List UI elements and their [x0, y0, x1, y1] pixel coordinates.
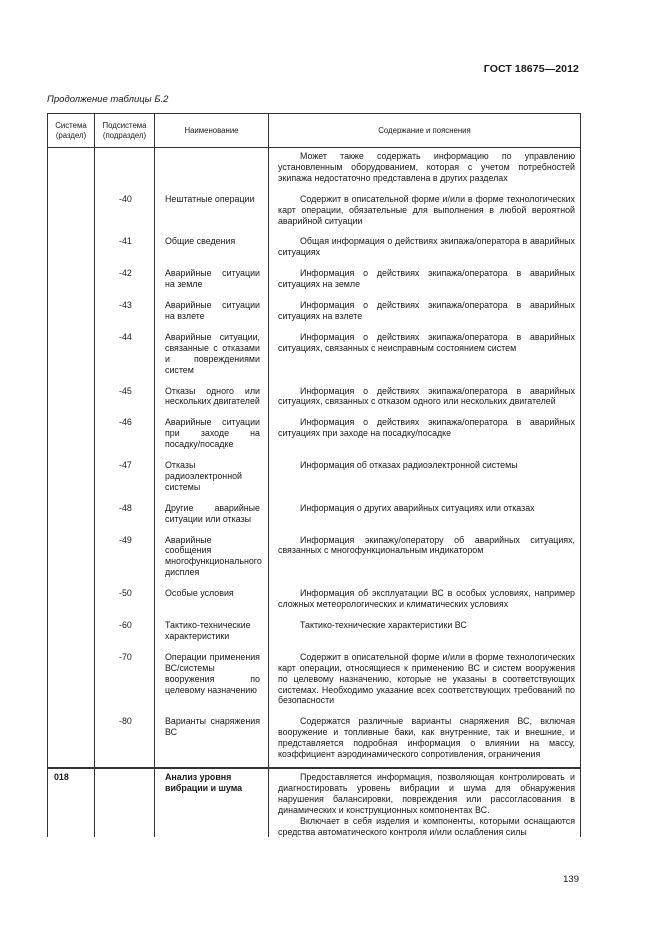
content-paragraph: Общая информация о действиях экипажа/оператора в аварийных ситуациях — [278, 236, 575, 258]
header-name: Наименование — [155, 114, 269, 148]
subsystem-code: -41 — [95, 233, 155, 265]
item-name: Варианты снаряжения ВС — [155, 713, 269, 768]
item-content — [269, 532, 581, 586]
content-paragraph: Информация о действиях экипажа/оператора в аварийных ситуациях, связанных с отказом одного или нескольких двигателей — [278, 385, 575, 407]
system-cell — [48, 297, 95, 329]
table-row — [48, 383, 581, 415]
item-name — [155, 148, 269, 191]
section-content — [269, 768, 581, 837]
section-system-code: 018 — [48, 768, 95, 837]
document-code: ГОСТ 18675—2012 — [483, 63, 579, 75]
section-name: Анализ уровня вибрации и шума — [155, 768, 269, 837]
content-paragraph: Содержатся различные варианты снаряжения ВС, включая вооружение и топливные баки, как внутренние, так и внешние, и представляется подробная информация о влиянии на массу, коэффициент аэродинамического сопротивления, ограничения — [278, 716, 575, 760]
item-name: Аварийные сообщения многофункционального дисплея — [155, 532, 269, 586]
system-cell — [48, 233, 95, 265]
item-name: Отказы одного или нескольких двигателей — [155, 383, 269, 415]
subsystem-code: -43 — [95, 297, 155, 329]
system-cell — [48, 414, 95, 457]
subsystem-code: -60 — [95, 617, 155, 649]
system-cell — [48, 585, 95, 617]
item-content — [269, 233, 581, 265]
subsystem-code: -49 — [95, 532, 155, 586]
content-paragraph: Информация о действиях экипажа/оператора в аварийных ситуациях, связанных с неисправным состоянием систем — [278, 331, 575, 353]
header-system: Система (раздел) — [48, 114, 95, 148]
table-row — [48, 233, 581, 265]
content-table — [47, 113, 581, 837]
subsystem-code: -45 — [95, 383, 155, 415]
system-cell — [48, 713, 95, 768]
item-name: Нештатные операции — [155, 191, 269, 234]
content-table-container — [47, 113, 580, 837]
item-content — [269, 617, 581, 649]
table-row — [48, 148, 581, 191]
content-paragraph: Информация о действиях экипажа/оператора в аварийных ситуациях на земле — [278, 268, 575, 290]
table-row — [48, 457, 581, 500]
section-paragraph: Предоставляется информация, позволяющая контролировать и диагностировать уровень вибрации и шума для обнаружения нарушения балансировки, повреждения или рассогласования в динамических и конструкционных компонентах ВС. — [278, 771, 575, 815]
table-caption: Продолжение таблицы Б.2 — [47, 94, 169, 105]
content-paragraph: Информация экипажу/оператору об аварийных ситуациях, связанных с многофункциональным индикатором — [278, 534, 575, 556]
system-cell — [48, 649, 95, 714]
item-name: Общие сведения — [155, 233, 269, 265]
item-content — [269, 191, 581, 234]
table-body — [48, 148, 581, 838]
item-content — [269, 383, 581, 415]
table-row — [48, 713, 581, 768]
item-name: Аварийные ситуации при заходе на посадку/посадке — [155, 414, 269, 457]
system-cell — [48, 265, 95, 297]
content-paragraph: Информация о других аварийных ситуациях или отказах — [300, 502, 535, 513]
subsystem-code: -50 — [95, 585, 155, 617]
header-content: Содержание и пояснения — [269, 114, 581, 148]
section-row-018 — [48, 768, 581, 837]
content-paragraph: Содержит в описательной форме и/или в форме технологических карт операции, относящиеся к применению ВС и систем вооружения по целевому назначению, которые не указаны в соответствующих системах. Необходимо указание всех соответствующих требований по безопасности — [278, 651, 575, 706]
system-cell — [48, 383, 95, 415]
table-row — [48, 265, 581, 297]
item-name: Аварийные ситуации, связанные с отказами и повреждениями систем — [155, 329, 269, 383]
system-cell — [48, 532, 95, 586]
content-paragraph: Информация о действиях экипажа/оператора в аварийных ситуациях при заходе на посадку/посадке — [278, 417, 575, 439]
subsystem-code: -44 — [95, 329, 155, 383]
subsystem-code — [95, 148, 155, 191]
header-subsystem: Подсистема (подраздел) — [95, 114, 155, 148]
page-number: 139 — [563, 874, 579, 885]
table-row — [48, 297, 581, 329]
system-cell — [48, 148, 95, 191]
system-cell — [48, 329, 95, 383]
content-paragraph: Информация об эксплуатации ВС в особых условиях, например сложных метеорологических и климатических условиях — [278, 588, 575, 610]
subsystem-code: -48 — [95, 500, 155, 532]
subsystem-code: -40 — [95, 191, 155, 234]
system-cell — [48, 457, 95, 500]
item-content — [269, 585, 581, 617]
table-row — [48, 649, 581, 714]
item-content — [269, 649, 581, 714]
subsystem-code: -80 — [95, 713, 155, 768]
item-name: Особые условия — [155, 585, 269, 617]
item-content — [269, 713, 581, 768]
item-content — [269, 414, 581, 457]
table-row — [48, 329, 581, 383]
system-cell — [48, 500, 95, 532]
item-name: Другие аварийные ситуации или отказы — [155, 500, 269, 532]
content-paragraph: Информация об отказах радиоэлектронной системы — [300, 460, 518, 471]
item-name: Аварийные ситуации на взлете — [155, 297, 269, 329]
table-row — [48, 191, 581, 234]
content-paragraph: Может также содержать информацию по управлению установленным оборудованием, которая с учетом потребностей экипажа недостаточно представлена в других разделах — [278, 151, 575, 183]
item-content — [269, 500, 581, 532]
item-content — [269, 148, 581, 191]
item-name: Аварийные ситуации на земле — [155, 265, 269, 297]
item-content — [269, 457, 581, 500]
subsystem-code: -46 — [95, 414, 155, 457]
table-row — [48, 617, 581, 649]
table-row — [48, 500, 581, 532]
item-content — [269, 329, 581, 383]
item-content — [269, 297, 581, 329]
system-cell — [48, 617, 95, 649]
table-row — [48, 414, 581, 457]
table-header-row — [48, 114, 581, 148]
item-name: Тактико-технические характеристики — [155, 617, 269, 649]
section-subsystem-cell — [95, 768, 155, 837]
table-row — [48, 532, 581, 586]
subsystem-code: -70 — [95, 649, 155, 714]
subsystem-code: -42 — [95, 265, 155, 297]
item-name: Отказы радиоэлектронной системы — [155, 457, 269, 500]
subsystem-code: -47 — [95, 457, 155, 500]
table-row — [48, 585, 581, 617]
system-cell — [48, 191, 95, 234]
content-paragraph: Тактико-технические характеристики ВС — [300, 620, 467, 630]
content-paragraph: Информация о действиях экипажа/оператора в аварийных ситуациях на взлете — [278, 300, 575, 321]
item-content — [269, 265, 581, 297]
content-paragraph: Содержит в описательной форме и/или в форме технологических карт операции, обязательные для выполнения в любой вероятной аварийной ситуации — [278, 193, 575, 226]
item-name: Операции применения ВС/системы вооружения по целевому назначению — [155, 649, 269, 714]
section-paragraph: Включает в себя изделия и компоненты, которыми оснащаются средства автоматического контроля и/или ослабления силы — [278, 815, 575, 837]
